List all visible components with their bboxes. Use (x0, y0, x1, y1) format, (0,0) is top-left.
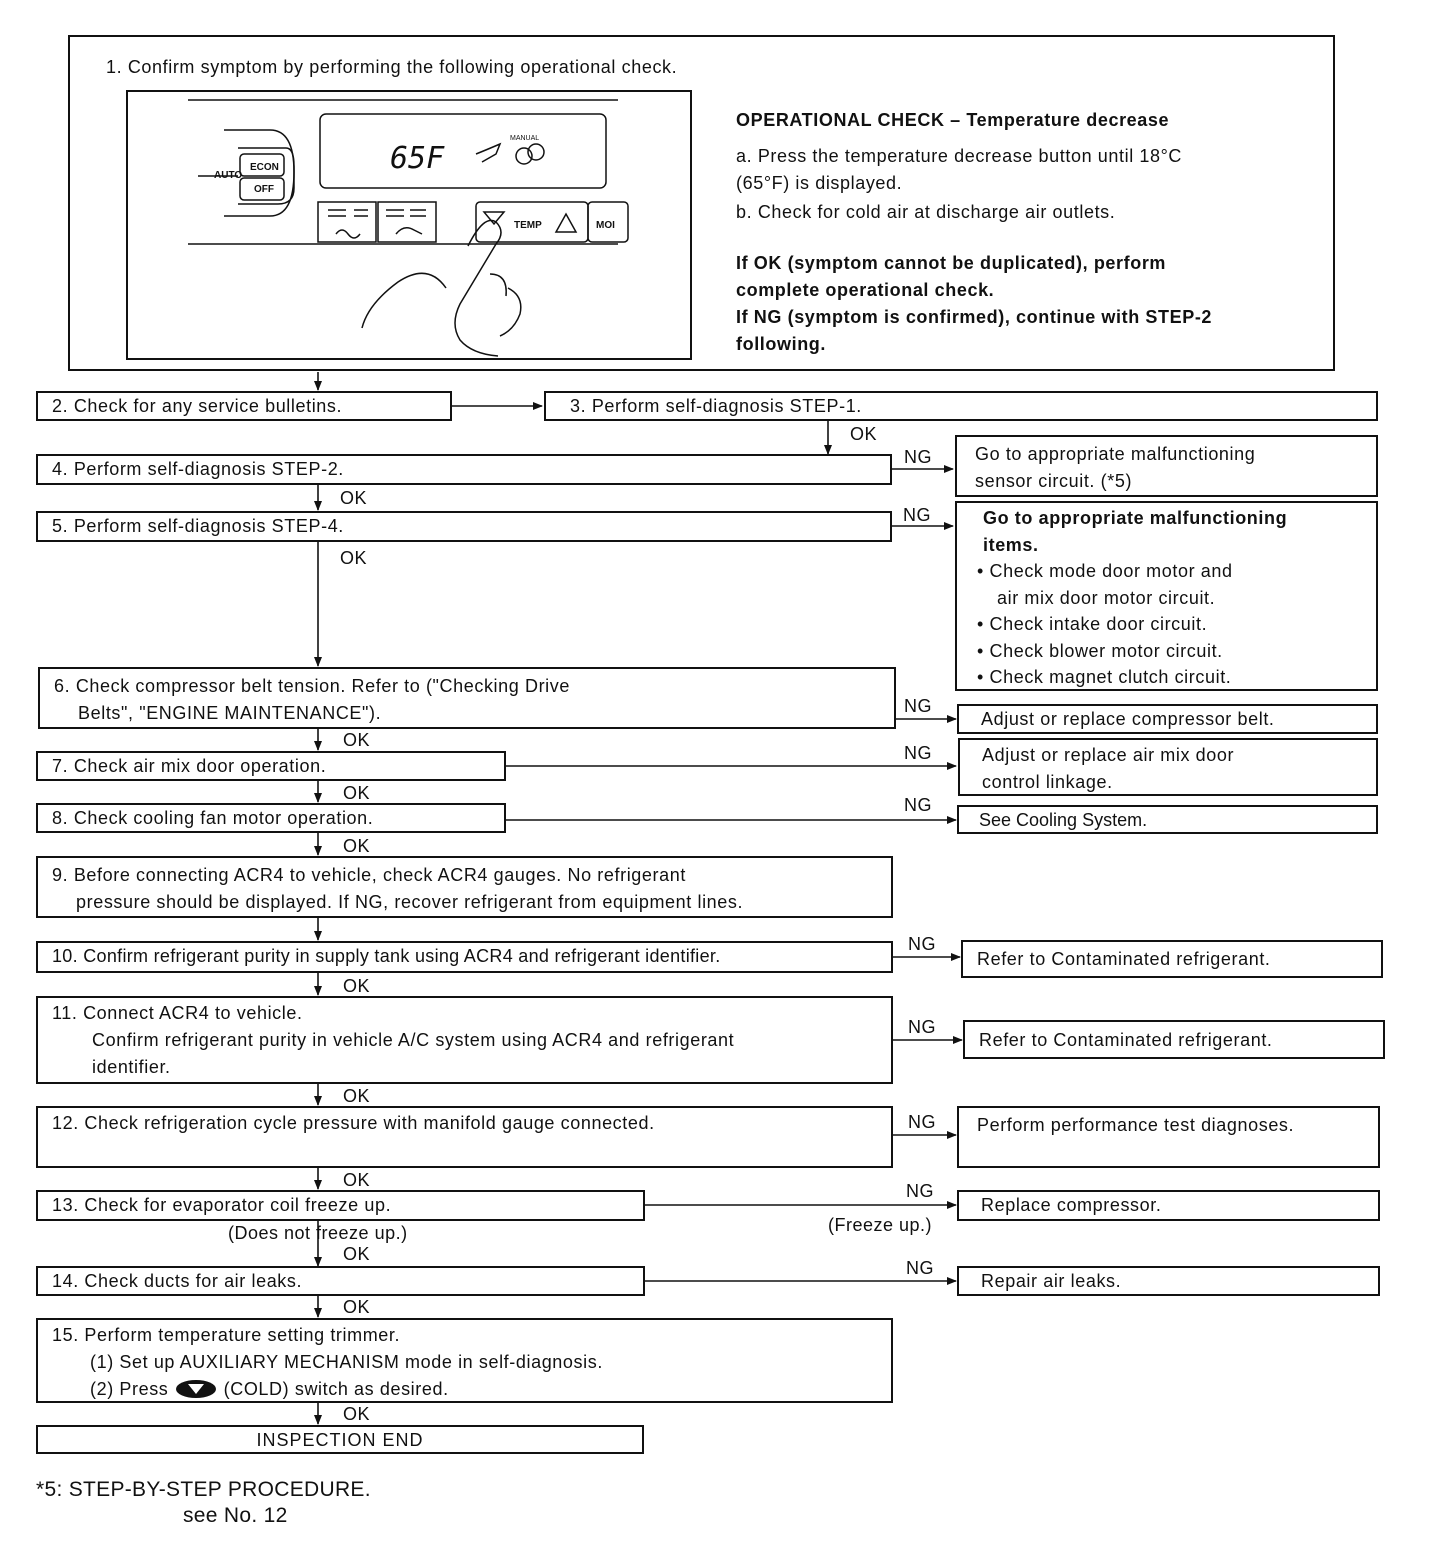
step-12-text: 12. Check refrigeration cycle pressure with manifold gauge connected. (52, 1113, 655, 1133)
step-7-text: 7. Check air mix door operation. (52, 756, 327, 776)
footnote-line1: *5: STEP-BY-STEP PROCEDURE. (36, 1478, 371, 1501)
temp-button-label: TEMP (514, 220, 542, 231)
ok-label-3: OK (850, 424, 878, 444)
step-9-line1: 9. Before connecting ACR4 to vehicle, check ACR4 gauges. No refrigerant (52, 865, 686, 885)
step-9-line2: pressure should be displayed. If NG, recover refrigerant from equipment lines. (76, 892, 744, 912)
ok-label-10: OK (343, 976, 371, 996)
result-14-box (957, 1266, 1380, 1296)
ok-label-13: OK (343, 1244, 371, 1264)
if-ok-line1: If OK (symptom cannot be duplicated), perform (736, 253, 1167, 273)
result-13-text: Replace compressor. (981, 1195, 1162, 1215)
step-15-line3 (52, 1376, 877, 1403)
result-4-box (955, 435, 1378, 497)
step-4-box (36, 454, 892, 485)
step-6-line1: 6. Check compressor belt tension. Refer to ("Checking Drive (54, 676, 570, 696)
ok-label-5: OK (340, 548, 368, 568)
result-4-line1: Go to appropriate malfunctioning (975, 444, 1256, 464)
manual-label: MANUAL (510, 135, 540, 142)
step-15-box (36, 1318, 893, 1403)
cold-button-icon (174, 1379, 218, 1399)
ng-label-14: NG (906, 1258, 934, 1278)
ok-label-11: OK (343, 1086, 371, 1106)
step-14-box (36, 1266, 645, 1296)
ng-label-13: NG (906, 1181, 934, 1201)
op-check-a2: (65°F) is displayed. (736, 173, 903, 193)
footnote-line2: see No. 12 (183, 1504, 288, 1527)
step-1-title: 1. Confirm symptom by performing the following operational check. (106, 57, 678, 77)
step-10-text: 10. Confirm refrigerant purity in supply tank using ACR4 and refrigerant identifier. (52, 946, 721, 966)
ng-label-4: NG (904, 447, 932, 467)
result-5-head1: Go to appropriate malfunctioning (983, 508, 1288, 528)
ok-label-14: OK (343, 1297, 371, 1317)
ok-label-4: OK (340, 488, 368, 508)
step-11-box (36, 996, 893, 1084)
step-11-line2: Confirm refrigerant purity in vehicle A/C system using ACR4 and refrigerant (92, 1030, 735, 1050)
result-8-text: See Cooling System. (979, 810, 1148, 830)
step-14-text: 14. Check ducts for air leaks. (52, 1271, 303, 1291)
step-6-box (38, 667, 896, 729)
step-15-line2: (1) Set up AUXILIARY MECHANISM mode in self-diagnosis. (90, 1352, 603, 1372)
step-15-cold-text: (COLD) switch as desired. (223, 1379, 449, 1399)
step-8-box (36, 803, 506, 833)
result-11-text: Refer to Contaminated refrigerant. (979, 1030, 1273, 1050)
step-2-text: 2. Check for any service bulletins. (52, 396, 343, 416)
inspection-end-box (36, 1425, 644, 1454)
ok-label-7: OK (343, 783, 371, 803)
ac-panel-drawing (128, 92, 692, 360)
if-ng-line2: following. (736, 334, 826, 354)
result-11-box (963, 1020, 1385, 1059)
mode-button-label: MOI (596, 220, 615, 231)
ok-label-8: OK (343, 836, 371, 856)
control-panel-illustration (126, 90, 692, 360)
result-8-box (957, 805, 1378, 834)
ng-label-10: NG (908, 934, 936, 954)
step-5-text: 5. Perform self-diagnosis STEP-4. (52, 516, 344, 536)
result-5-item3: • Check blower motor circuit. (977, 640, 1223, 661)
step-15-press-text: (2) Press (90, 1379, 169, 1399)
ng-label-5: NG (903, 505, 931, 525)
ng-label-8: NG (904, 795, 932, 815)
step-11-line1: 11. Connect ACR4 to vehicle. (52, 1003, 303, 1023)
step-5-box (36, 511, 892, 542)
ng-label-7: NG (904, 743, 932, 763)
op-check-heading: OPERATIONAL CHECK – Temperature decrease (736, 110, 1170, 130)
result-13-box (957, 1190, 1380, 1221)
ok-label-15: OK (343, 1404, 371, 1424)
result-12-box (957, 1106, 1380, 1168)
ng-label-6: NG (904, 696, 932, 716)
result-6-text: Adjust or replace compressor belt. (981, 709, 1275, 729)
result-5-item2: • Check intake door circuit. (977, 614, 1208, 634)
if-ng-line1: If NG (symptom is confirmed), continue with STEP-2 (736, 307, 1213, 327)
ng-label-12: NG (908, 1112, 936, 1132)
step-3-box (544, 391, 1378, 421)
ok-label-12: OK (343, 1170, 371, 1190)
display-temp: 65F (390, 141, 445, 176)
result-5-box (955, 501, 1378, 691)
op-check-a1: a. Press the temperature decrease button until 18°C (736, 146, 1183, 166)
step-15-line1: 15. Perform temperature setting trimmer. (52, 1325, 401, 1345)
step-10-box (36, 941, 893, 973)
result-5-head2: items. (983, 534, 1039, 555)
result-4-line2: sensor circuit. (*5) (975, 471, 1133, 491)
ng-label-11: NG (908, 1017, 936, 1037)
step-13-box (36, 1190, 645, 1221)
step-7-box (36, 751, 506, 781)
step-2-box (36, 391, 452, 421)
op-check-b: b. Check for cold air at discharge air outlets. (736, 202, 1116, 222)
result-14-text: Repair air leaks. (981, 1271, 1122, 1291)
if-ok-line2: complete operational check. (736, 280, 995, 300)
step-13-text: 13. Check for evaporator coil freeze up. (52, 1195, 392, 1215)
off-label: OFF (254, 184, 274, 195)
step-6-line2: Belts", "ENGINE MAINTENANCE"). (78, 703, 382, 723)
no-freeze-label: (Does not freeze up.) (228, 1223, 408, 1243)
step-11-line3: identifier. (92, 1057, 171, 1077)
result-7-line1: Adjust or replace air mix door (982, 745, 1235, 765)
step-4-text: 4. Perform self-diagnosis STEP-2. (52, 459, 344, 479)
result-7-box (958, 738, 1378, 796)
step-8-text: 8. Check cooling fan motor operation. (52, 808, 374, 828)
ok-label-6: OK (343, 730, 371, 750)
auto-label: AUTO (214, 170, 243, 181)
result-10-text: Refer to Contaminated refrigerant. (977, 949, 1271, 969)
step-9-box (36, 856, 893, 918)
freeze-label: (Freeze up.) (828, 1215, 933, 1235)
result-6-box (957, 704, 1378, 734)
step-12-box (36, 1106, 893, 1168)
result-5-item4: • Check magnet clutch circuit. (977, 667, 1232, 687)
step-3-text: 3. Perform self-diagnosis STEP-1. (570, 396, 862, 416)
result-12-text: Perform performance test diagnoses. (977, 1115, 1295, 1135)
result-5-item1b: air mix door motor circuit. (997, 587, 1216, 608)
inspection-end-text: INSPECTION END (256, 1430, 424, 1450)
result-5-item1a: • Check mode door motor and (977, 561, 1233, 581)
econ-label: ECON (250, 162, 279, 173)
result-7-line2: control linkage. (982, 772, 1113, 792)
result-10-box (961, 940, 1383, 978)
